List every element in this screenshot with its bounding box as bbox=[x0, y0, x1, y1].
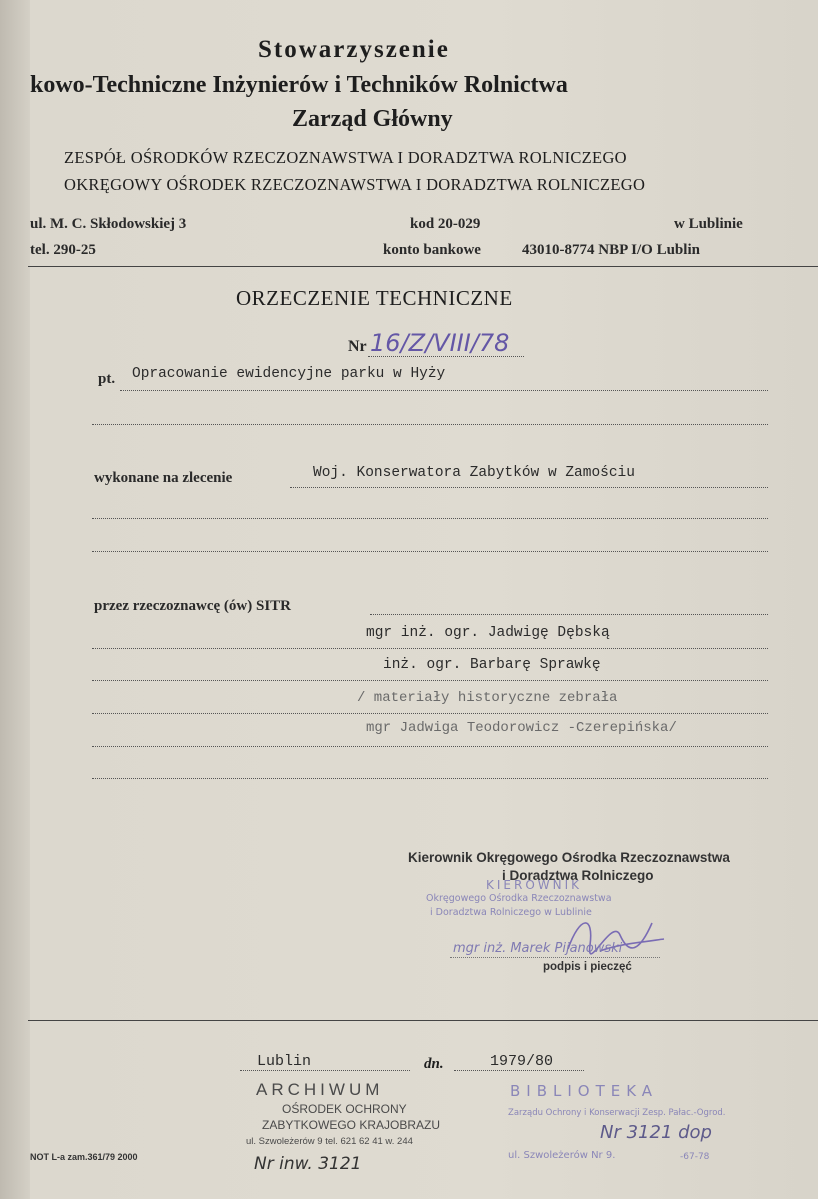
client-dotted-line-1 bbox=[290, 487, 768, 488]
binding-margin bbox=[0, 0, 30, 1199]
document-title: ORZECZENIE TECHNICZNE bbox=[236, 286, 513, 310]
expert-2: inż. ogr. Barbarę Sprawkę bbox=[383, 657, 601, 673]
number-dotted-line bbox=[368, 356, 524, 357]
place-dotted-line bbox=[240, 1070, 410, 1071]
org-name-line1: Stowarzyszenie bbox=[258, 36, 450, 63]
subject-value: Opracowanie ewidencyjne parku w Hyży bbox=[132, 366, 446, 382]
number-value: 16/Z/VIII/78 bbox=[370, 329, 510, 357]
experts-dotted-line-1 bbox=[370, 614, 768, 615]
signature-name: mgr inż. Marek Pijanowski bbox=[453, 941, 623, 956]
subject-label: pt. bbox=[98, 371, 116, 387]
library-stamp-line2: ul. Szwoleżerów Nr 9. bbox=[508, 1150, 616, 1161]
print-code: NOT L-a zam.361/79 2000 bbox=[30, 1152, 138, 1162]
note-line-2: mgr Jadwiga Teodorowicz -Czerepińska/ bbox=[366, 720, 677, 736]
date-dotted-line bbox=[454, 1070, 584, 1071]
org-subtitle-line2: OKRĘGOWY OŚRODEK RZECZOZNAWSTWA I DORADZTWA ROLNICZEGO bbox=[64, 175, 646, 194]
library-stamp-line1: Zarządu Ochrony i Konserwacji Zesp. Pałac.-Ogrod. bbox=[508, 1108, 726, 1118]
place: Lublin bbox=[257, 1053, 312, 1070]
library-stamp-year: -67-78 bbox=[680, 1152, 710, 1162]
archive-inventory-number: Nr inw. 3121 bbox=[254, 1154, 362, 1174]
client-dotted-line-3 bbox=[92, 551, 768, 552]
archive-stamp-line1: OŚRODEK OCHRONY bbox=[282, 1102, 407, 1116]
bank-label: konto bankowe bbox=[383, 242, 481, 258]
note-line-1: / materiały historyczne zebrała bbox=[357, 690, 618, 706]
subject-dotted-line-1 bbox=[120, 390, 768, 391]
client-dotted-line-2 bbox=[92, 518, 768, 519]
client-label: wykonane na zlecenie bbox=[94, 470, 233, 486]
org-subtitle-line1: ZESPÓŁ OŚRODKÓW RZECZOZNAWSTWA I DORADZTWA ROLNICZEGO bbox=[64, 148, 627, 167]
address-street: ul. M. C. Skłodowskiej 3 bbox=[30, 216, 187, 232]
address-phone: tel. 290-25 bbox=[30, 242, 96, 258]
experts-dotted-line-3 bbox=[92, 680, 768, 681]
header-separator bbox=[28, 266, 818, 267]
signature-role-line1: Kierownik Okręgowego Ośrodka Rzeczoznawstwa bbox=[408, 850, 730, 865]
experts-dotted-line-5 bbox=[92, 746, 768, 747]
experts-label: przez rzeczoznawcę (ów) SITR bbox=[94, 598, 291, 614]
address-postal: kod 20-029 bbox=[410, 216, 481, 232]
library-inventory-number: Nr 3121 dop bbox=[600, 1122, 712, 1143]
stamp-title: KIEROWNIK bbox=[486, 878, 583, 892]
footer-separator bbox=[28, 1020, 818, 1021]
archive-stamp-line2: ZABYTKOWEGO KRAJOBRAZU bbox=[262, 1118, 441, 1132]
date-value: 1979/80 bbox=[490, 1053, 554, 1070]
archive-stamp-line3: ul. Szwoleżerów 9 tel. 621 62 41 w. 244 bbox=[246, 1136, 413, 1147]
client-value: Woj. Konserwatora Zabytków w Zamościu bbox=[313, 465, 635, 481]
experts-dotted-line-2 bbox=[92, 648, 768, 649]
experts-dotted-line-6 bbox=[92, 778, 768, 779]
number-label: Nr bbox=[348, 338, 367, 355]
org-name-line2: kowo-Techniczne Inżynierów i Techników Rolnictwa bbox=[30, 72, 568, 98]
bank-account: 43010-8774 NBP I/O Lublin bbox=[522, 242, 700, 258]
archive-stamp-title: ARCHIWUM bbox=[256, 1080, 384, 1099]
address-city: w Lublinie bbox=[674, 216, 743, 232]
subject-dotted-line-2 bbox=[92, 424, 768, 425]
org-name-line3: Zarząd Główny bbox=[292, 106, 453, 132]
expert-1: mgr inż. ogr. Jadwigę Dębską bbox=[366, 625, 610, 641]
signature-caption: podpis i pieczęć bbox=[543, 961, 632, 973]
signature-role-line2: i Doradztwa Rolniczego bbox=[502, 868, 654, 883]
library-stamp-title: BIBLIOTEKA bbox=[510, 1082, 659, 1100]
date-label: dn. bbox=[424, 1056, 444, 1072]
signature-dotted-line bbox=[450, 957, 660, 958]
stamp-line-2: i Doradztwa Rolniczego w Lublinie bbox=[430, 907, 592, 918]
experts-dotted-line-4 bbox=[92, 713, 768, 714]
handwritten-signature bbox=[560, 905, 670, 965]
stamp-line-1: Okręgowego Ośrodka Rzeczoznawstwa bbox=[426, 893, 612, 904]
